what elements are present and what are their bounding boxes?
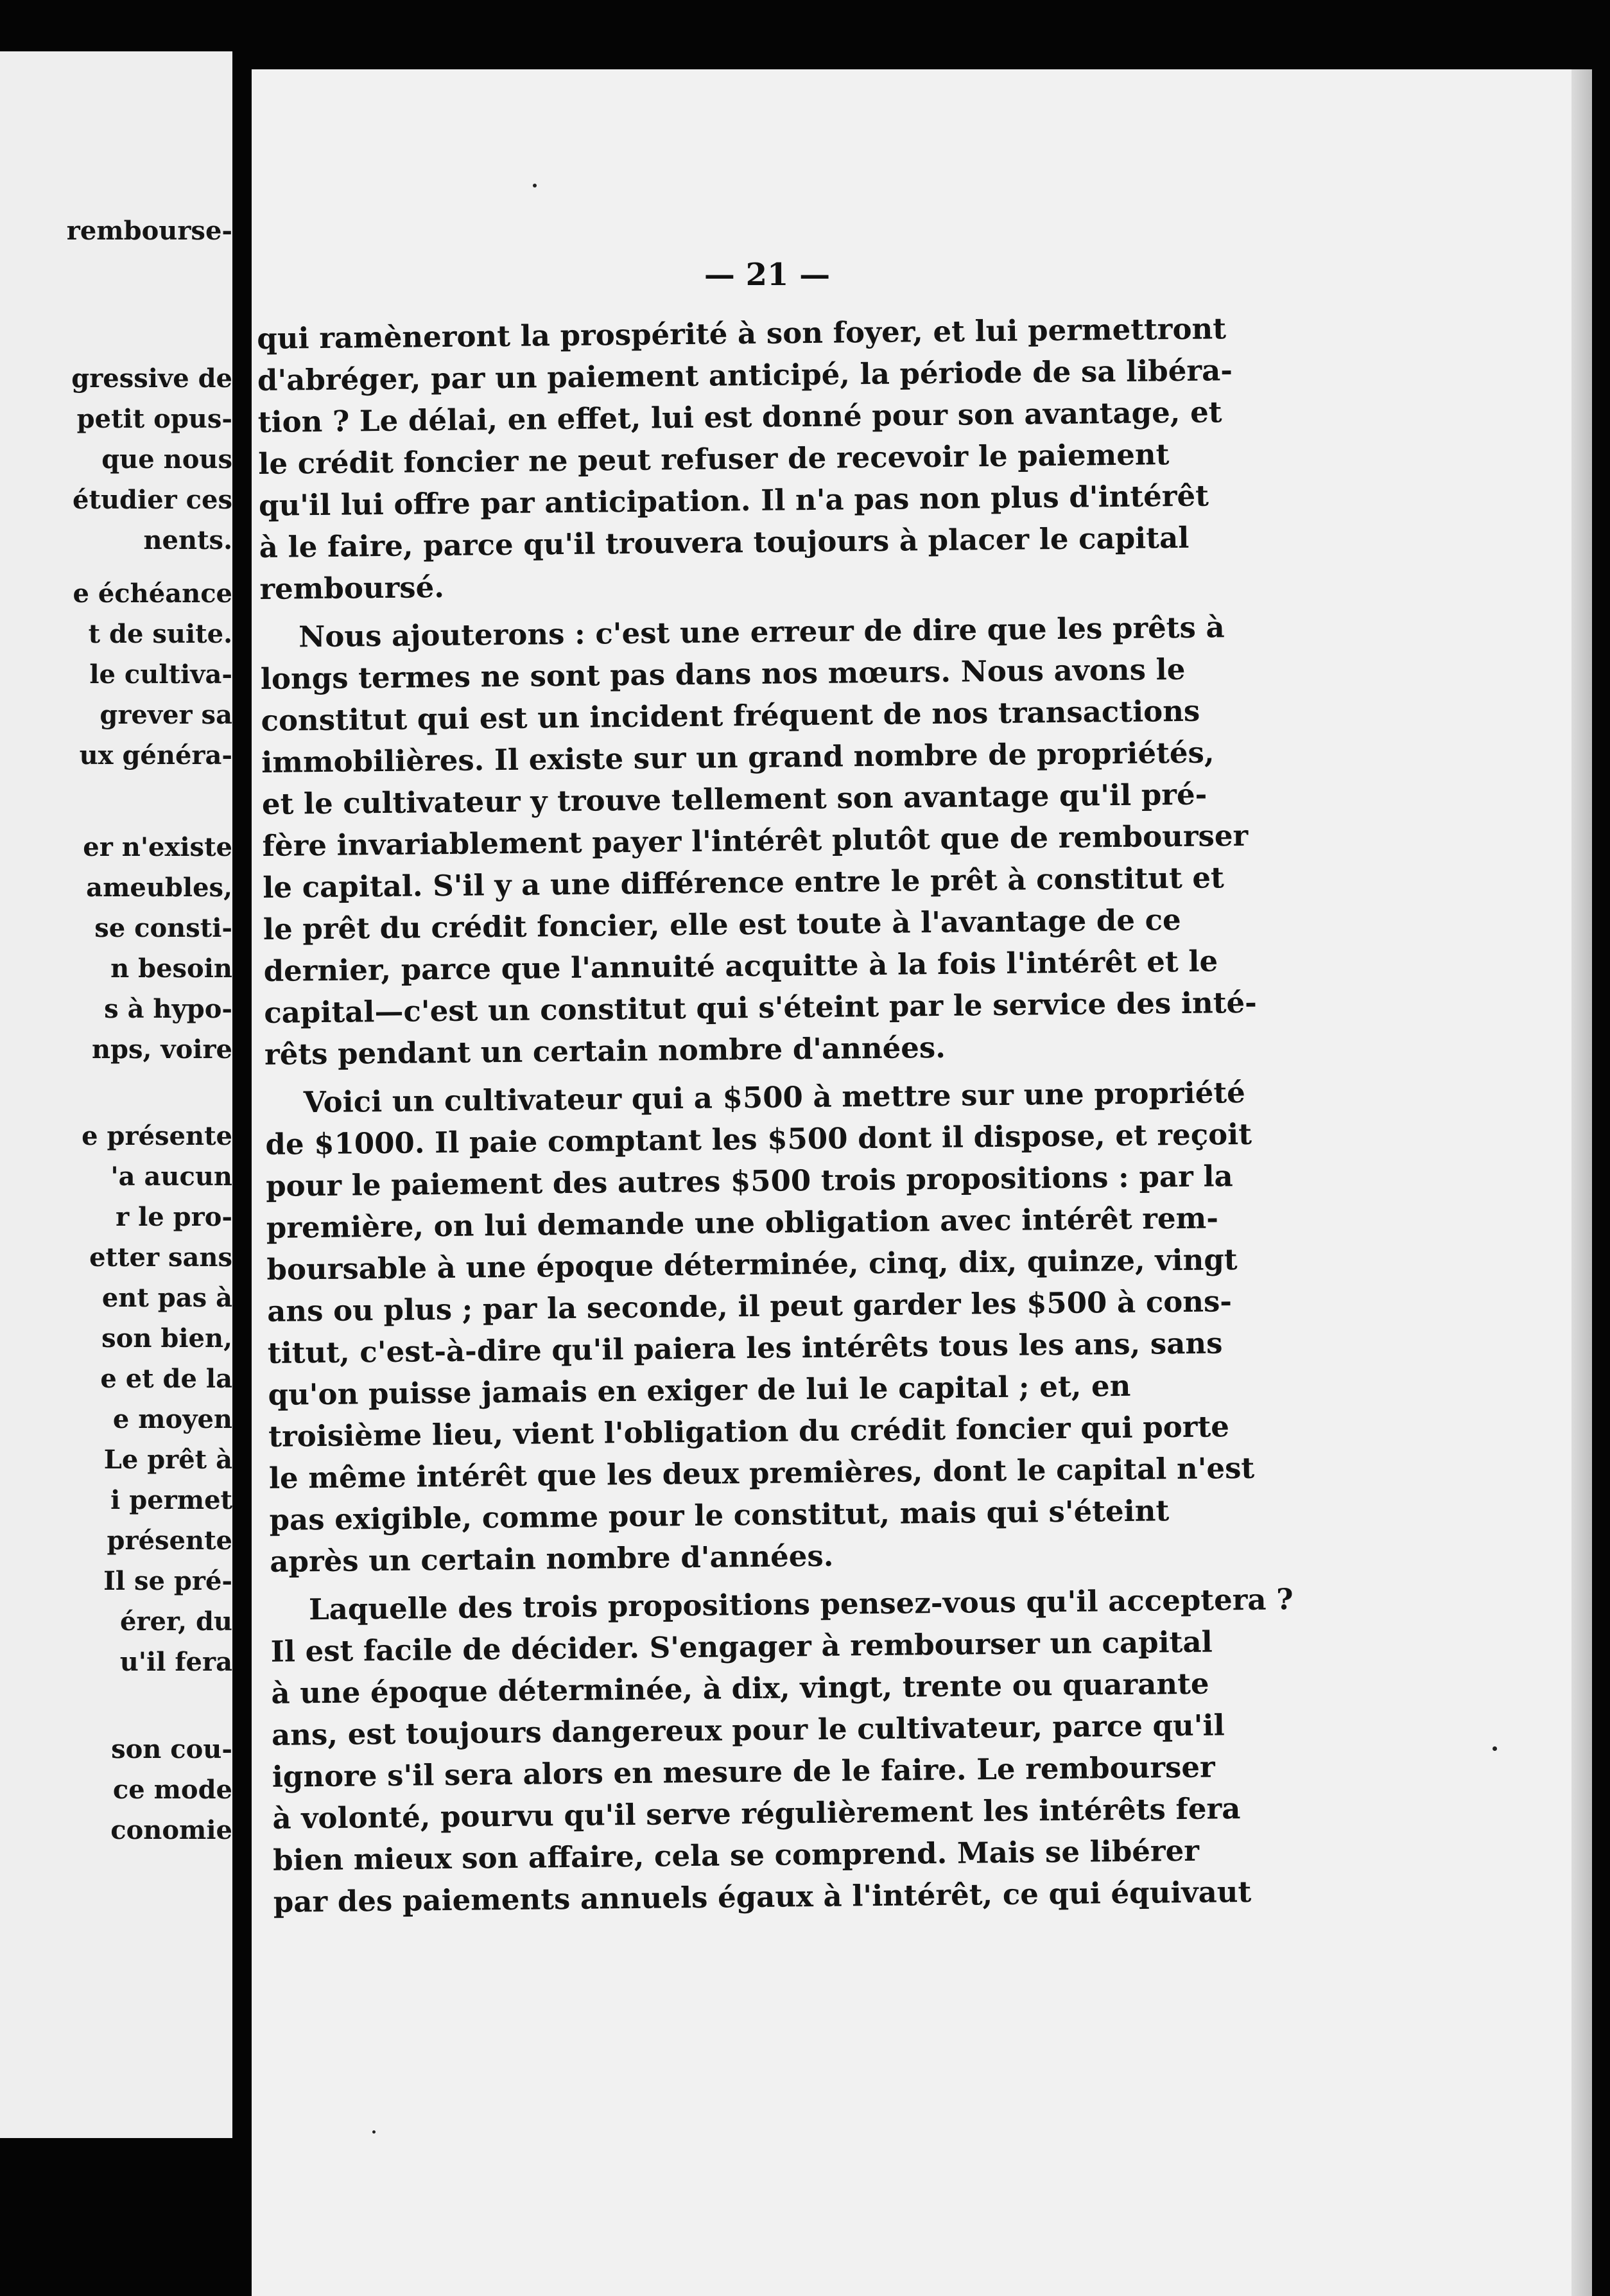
left-page-line: u'il fera xyxy=(119,1647,232,1677)
text-line: première, on lui demande une obligation avec intérêt rem- xyxy=(266,1201,1219,1245)
left-page-line: r le pro- xyxy=(116,1202,232,1232)
print-speck xyxy=(372,2130,376,2134)
body-text xyxy=(257,308,1294,1929)
text-line: à une époque déterminée, à dix, vingt, trente ou quarante xyxy=(271,1666,1209,1710)
left-page-line: nents. xyxy=(143,525,232,555)
left-page-line: le cultiva- xyxy=(89,659,232,690)
left-page-line: présente xyxy=(107,1526,232,1556)
text-line: Laquelle des trois propositions pensez-vous qu'il acceptera ? xyxy=(308,1582,1294,1627)
text-line: et le cultivateur y trouve tellement son avantage qu'il pré- xyxy=(261,777,1208,821)
text-line: rêts pendant un certain nombre d'années. xyxy=(264,1030,946,1072)
left-page-line: nps, voire xyxy=(91,1034,232,1065)
text-line: pas exigible, comme pour le constitut, mais qui s'éteint xyxy=(269,1493,1170,1537)
left-page-line: gressive de xyxy=(71,363,232,394)
text-line: qu'il lui offre par anticipation. Il n'a pas non plus d'intérêt xyxy=(258,478,1209,523)
text-line: fère invariablement payer l'intérêt plutôt que de rembourser xyxy=(262,818,1249,863)
left-page-line: Il se pré- xyxy=(103,1566,232,1596)
left-page-line: que nous xyxy=(101,444,232,474)
left-page-line: érer, du xyxy=(119,1606,232,1637)
left-page-line: conomie xyxy=(110,1815,232,1845)
left-page-line: er n'existe xyxy=(83,832,232,862)
print-speck xyxy=(1493,1746,1497,1751)
text-line: qui ramèneront la prospérité à son foyer, et lui permettront xyxy=(257,311,1227,356)
left-page-line: petit opus- xyxy=(76,404,232,434)
left-page-line: grever sa xyxy=(100,700,232,730)
left-page-line: se consti- xyxy=(94,913,232,943)
paragraph-1 xyxy=(257,308,1233,610)
left-page-line: rembourse- xyxy=(66,216,232,246)
left-page-line: son bien, xyxy=(101,1323,232,1353)
text-line: remboursé. xyxy=(259,570,445,606)
text-line: après un certain nombre d'années. xyxy=(270,1538,834,1579)
page-number: — 21 — xyxy=(704,257,831,293)
paragraph-4 xyxy=(270,1579,1294,1923)
left-page-line: Le prêt à xyxy=(103,1445,232,1475)
text-line: constitut qui est un incident fréquent de nos transactions xyxy=(261,693,1200,738)
left-page-line: ent pas à xyxy=(101,1283,232,1313)
text-line: d'abréger, par un paiement anticipé, la période de sa libéra- xyxy=(257,353,1233,397)
left-page-line: t de suite. xyxy=(88,619,232,649)
text-line: Nous ajouterons : c'est une erreur de dire que les prêts à xyxy=(298,610,1225,654)
left-page-line: e et de la xyxy=(100,1364,232,1394)
left-page-line: e présente xyxy=(82,1121,232,1151)
text-line: Il est facile de décider. S'engager à rembourser un capital xyxy=(270,1624,1213,1669)
left-page-line: ameubles, xyxy=(86,873,232,903)
text-line: à volonté, pourvu qu'il serve régulièrement les intérêts fera xyxy=(272,1791,1241,1836)
text-line: titut, c'est-à-dire qu'il paiera les intérêts tous les ans, sans xyxy=(267,1326,1223,1370)
text-line: à le faire, parce qu'il trouvera toujours à placer le capital xyxy=(259,520,1190,564)
text-line: de $1000. Il paie comptant les $500 dont il dispose, et reçoit xyxy=(265,1117,1252,1161)
left-page-line: son cou- xyxy=(111,1734,232,1764)
left-page-line: etter sans xyxy=(89,1242,232,1273)
text-line: le crédit foncier ne peut refuser de recevoir le paiement xyxy=(258,437,1170,481)
text-line: ans, est toujours dangereux pour le cultivateur, parce qu'il xyxy=(271,1708,1225,1752)
text-line: ans ou plus ; par la seconde, il peut garder les $500 à cons- xyxy=(266,1284,1233,1328)
left-page-line: n besoin xyxy=(110,953,232,984)
text-line: tion ? Le délai, en effet, lui est donné pour son avantage, et xyxy=(257,395,1222,439)
text-line: pour le paiement des autres $500 trois propositions : par la xyxy=(265,1159,1233,1203)
text-line: immobilières. Il existe sur un grand nombre de propriétés, xyxy=(261,735,1215,779)
text-line: dernier, parce que l'annuité acquitte à la fois l'intérêt et le xyxy=(263,944,1218,988)
text-line: ignore s'il sera alors en mesure de le faire. Le rembourser xyxy=(272,1750,1215,1794)
text-line: bien mieux son affaire, cela se comprend. Mais se libérer xyxy=(272,1833,1200,1877)
text-line: troisième lieu, vient l'obligation du crédit foncier qui porte xyxy=(268,1409,1230,1454)
text-line: boursable à une époque déterminée, cinq, dix, quinze, vingt xyxy=(266,1242,1238,1287)
left-page-line: ce mode xyxy=(112,1775,232,1805)
text-line: le prêt du crédit foncier, elle est toute à l'avantage de ce xyxy=(263,902,1181,946)
left-page-line: 'a aucun xyxy=(110,1161,232,1192)
text-line: le même intérêt que les deux premières, dont le capital n'est xyxy=(268,1450,1255,1495)
print-speck xyxy=(533,184,537,187)
left-page-line: e échéance xyxy=(73,578,232,609)
left-page-line: i permet xyxy=(110,1485,232,1515)
previous-page-fragment xyxy=(0,51,232,2138)
left-page-line: étudier ces xyxy=(73,485,232,515)
page-edge-shadow xyxy=(1571,69,1592,2296)
text-line: par des paiements annuels égaux à l'intérêt, ce qui équivaut xyxy=(273,1874,1252,1919)
paragraph-3 xyxy=(264,1072,1255,1583)
left-page-line: s à hypo- xyxy=(104,994,232,1024)
left-page-line: ux généra- xyxy=(79,740,232,770)
left-page-line: e moyen xyxy=(112,1404,232,1434)
text-line: le capital. S'il y a une différence entre le prêt à constitut et xyxy=(263,860,1225,905)
text-line: qu'on puisse jamais en exiger de lui le capital ; et, en xyxy=(268,1368,1131,1412)
text-line: Voici un cultivateur qui a $500 à mettre sur une propriété xyxy=(303,1075,1246,1120)
paragraph-2 xyxy=(260,606,1258,1075)
text-line: longs termes ne sont pas dans nos mœurs. Nous avons le xyxy=(260,652,1186,696)
text-line: capital—c'est un constitut qui s'éteint par le service des inté- xyxy=(264,985,1258,1030)
